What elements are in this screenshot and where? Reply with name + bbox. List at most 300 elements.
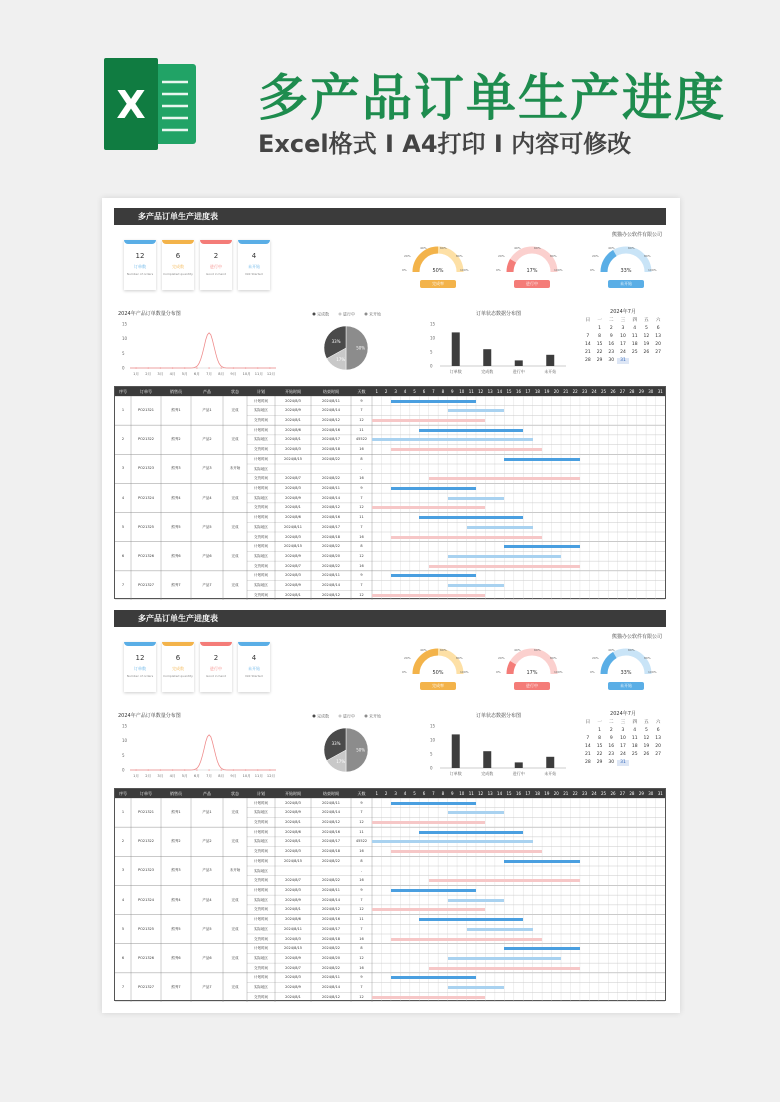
- company-name: 熊猫办公软件有限公司: [611, 232, 662, 238]
- gantt-day-header: 24: [591, 389, 597, 394]
- order-product-cell: 产品6: [202, 955, 212, 960]
- gauge-tick: 60%: [440, 648, 447, 652]
- calendar-day[interactable]: 3: [621, 326, 625, 331]
- order-status-cell: 完成: [231, 955, 239, 960]
- bar-rect: [483, 751, 491, 768]
- bar-chart-title: 订单状态数据分布图: [476, 713, 522, 719]
- line-point: [220, 769, 222, 771]
- calendar-day[interactable]: 26: [643, 752, 650, 757]
- bar-rect: [515, 360, 523, 366]
- calendar-day[interactable]: 15: [596, 744, 603, 749]
- calendar-day[interactable]: 13: [655, 736, 661, 741]
- gauge-tick: 20%: [404, 254, 411, 258]
- gantt-day-header: 4: [403, 389, 407, 394]
- line-y-tick: 5: [122, 752, 125, 758]
- gantt-day-header: 12: [478, 791, 484, 796]
- gauge-chart: [400, 242, 476, 298]
- card-tab: [162, 240, 194, 244]
- gantt-day-header: 16: [515, 791, 522, 796]
- gauge-tick: 60%: [440, 246, 447, 250]
- line-chart-title: 2024年产品订单数量分布图: [118, 713, 181, 719]
- calendar-day[interactable]: 9: [609, 334, 613, 339]
- gantt-day-header: 28: [629, 791, 635, 796]
- calendar-day[interactable]: 9: [609, 736, 613, 741]
- calendar-day[interactable]: 22: [596, 350, 603, 355]
- gantt-bar: [391, 448, 542, 451]
- order-order-cell: PO21327: [138, 582, 154, 587]
- days-cell: 9: [360, 800, 363, 805]
- calendar-day[interactable]: 16: [608, 744, 615, 749]
- gauge-tick: 40%: [514, 648, 521, 652]
- end-date-cell: 2024/8/12: [322, 994, 340, 999]
- gantt-day-header: 17: [525, 791, 531, 796]
- calendar-day[interactable]: 6: [656, 326, 660, 331]
- gauge-label: 进行中: [514, 280, 550, 288]
- bar-x-tick: 订单数: [449, 369, 462, 374]
- gauge-label: 未开始: [608, 280, 644, 288]
- line-x-tick: 9月: [230, 774, 237, 778]
- calendar-day[interactable]: 11: [631, 736, 638, 741]
- end-date-cell: 2024/8/22: [322, 476, 340, 481]
- bar-rect: [546, 757, 554, 768]
- pie-legend-label: 完成数: [317, 713, 329, 719]
- start-date-cell: 2024/8/1: [285, 505, 301, 510]
- plan-type-cell: 交货时间: [254, 447, 268, 452]
- gantt-bar: [448, 409, 505, 412]
- calendar-day[interactable]: 10: [620, 334, 626, 339]
- plan-type-cell: 实际地区: [254, 437, 268, 442]
- gantt-bar: [391, 574, 476, 577]
- gantt-bar: [391, 400, 476, 403]
- calendar-day[interactable]: 24: [620, 752, 626, 757]
- line-chart-title: 2024年产品订单数量分布图: [118, 311, 181, 317]
- bar-y-tick: 0: [430, 765, 433, 771]
- line-x-tick: 12月: [266, 774, 276, 778]
- gantt-bar: [429, 565, 580, 568]
- end-date-cell: 2024/8/17: [322, 926, 340, 931]
- calendar-title: 2024年7月: [610, 711, 636, 717]
- gauge-tick: 100%: [648, 268, 657, 272]
- calendar-day[interactable]: [582, 728, 594, 734]
- calendar-day[interactable]: [629, 760, 641, 766]
- calendar-day[interactable]: 3: [621, 728, 625, 733]
- gauge-tick: 0%: [590, 670, 595, 674]
- card-tab: [238, 240, 270, 244]
- calendar-day[interactable]: [652, 760, 664, 766]
- gantt-day-header: 11: [468, 389, 474, 394]
- plan-type-cell: 实际地区: [254, 583, 268, 588]
- gauge-tick: 0%: [590, 268, 595, 272]
- order-no-cell: 7: [121, 984, 125, 989]
- calendar-day[interactable]: 14: [584, 342, 591, 347]
- gauge-label: 进行中: [514, 682, 550, 690]
- days-cell: 16: [359, 936, 364, 941]
- line-point: [196, 769, 198, 771]
- days-cell: 7: [360, 985, 363, 990]
- calendar-day[interactable]: 20: [655, 744, 661, 749]
- bar-x-tick: 未开始: [544, 369, 557, 374]
- bar-y-tick: 10: [430, 335, 436, 341]
- plan-type-cell: 计划时间: [254, 887, 268, 892]
- order-order-cell: PO21323: [138, 868, 154, 873]
- stat-card: [238, 240, 270, 290]
- gauge-tick: 100%: [460, 268, 469, 272]
- card-en-label: Number of orders: [126, 272, 154, 276]
- calendar-weekday: 一: [597, 720, 602, 725]
- calendar-day[interactable]: [652, 358, 664, 364]
- gauge-tick: 40%: [514, 246, 521, 250]
- calendar-day[interactable]: 12: [643, 334, 650, 339]
- line-x-tick: 7月: [206, 372, 212, 376]
- calendar-day[interactable]: [629, 358, 641, 364]
- pie-legend-label: 未开始: [369, 713, 381, 719]
- gantt-bar: [429, 879, 580, 882]
- line-x-tick: 8月: [218, 372, 225, 376]
- order-table: [114, 386, 666, 599]
- gantt-bar: [391, 487, 476, 490]
- order-no-cell: 3: [121, 466, 125, 471]
- calendar-day[interactable]: [641, 760, 653, 766]
- order-seller-cell: 熊秀5: [171, 926, 181, 931]
- gantt-day-header: 3: [394, 791, 397, 796]
- plan-type-cell: 交货时间: [254, 965, 268, 970]
- table-header-cell: 订单号: [140, 791, 152, 796]
- days-cell: 16: [359, 563, 364, 568]
- order-order-cell: PO21324: [138, 897, 154, 902]
- hero-title: 多产品订单生产进度: [258, 69, 726, 127]
- end-date-cell: 2024/8/18: [322, 447, 340, 452]
- gauge-tick: 80%: [644, 656, 651, 660]
- gauge-percent: 50%: [432, 670, 444, 676]
- calendar-day[interactable]: 10: [620, 736, 626, 741]
- calendar-day[interactable]: 17: [620, 342, 626, 347]
- plan-type-cell: 实际地区: [254, 985, 268, 990]
- line-x-tick: 4月: [169, 774, 176, 778]
- calendar-day[interactable]: 31: [617, 358, 629, 364]
- calendar-title: 2024年7月: [610, 309, 636, 315]
- calendar-day[interactable]: 5: [644, 728, 648, 733]
- calendar-day[interactable]: 20: [655, 342, 661, 347]
- days-cell: 7: [360, 583, 363, 588]
- calendar-day[interactable]: 22: [596, 752, 603, 757]
- pie-legend-label: 进行中: [343, 713, 355, 719]
- calendar-day[interactable]: 30: [608, 358, 615, 363]
- gantt-bar: [391, 850, 542, 853]
- order-status-cell: 完成: [231, 553, 239, 558]
- card-tab: [238, 642, 270, 646]
- gantt-bar: [391, 802, 476, 805]
- end-date-cell: 2024/8/11: [322, 573, 340, 578]
- bar-rect: [452, 332, 460, 366]
- gantt-day-header: 20: [553, 791, 559, 796]
- gantt-day-header: 11: [468, 791, 474, 796]
- gantt-day-header: 14: [497, 791, 503, 796]
- gantt-day-header: 18: [534, 389, 540, 394]
- card-tab: [124, 240, 156, 244]
- calendar-day[interactable]: 21: [584, 752, 591, 757]
- plan-type-cell: 实际地区: [254, 495, 268, 500]
- stat-cards: [124, 240, 274, 290]
- gantt-day-header: 16: [515, 389, 522, 394]
- calendar-day[interactable]: 25: [631, 350, 638, 355]
- end-date-cell: 2024/8/11: [322, 398, 340, 403]
- calendar-day[interactable]: 19: [643, 744, 650, 749]
- order-order-cell: PO21324: [138, 495, 154, 500]
- calendar-day[interactable]: 8: [598, 334, 601, 339]
- bar-chart-title: 订单状态数据分布图: [476, 311, 522, 317]
- sheet-title: 多产品订单生产进度表: [138, 614, 218, 623]
- gauge-chart: [494, 242, 570, 298]
- days-cell: -: [360, 466, 363, 471]
- calendar-day[interactable]: 19: [643, 342, 650, 347]
- bar-rect: [452, 734, 460, 768]
- order-no-cell: 5: [121, 926, 125, 931]
- line-series: [130, 333, 276, 368]
- gantt-bar: [391, 889, 476, 892]
- calendar-weekday: 五: [644, 720, 649, 725]
- order-product-cell: 产品7: [202, 582, 212, 587]
- calendar-day[interactable]: 4: [633, 728, 637, 733]
- calendar-day[interactable]: 14: [584, 744, 591, 749]
- days-cell: 11: [359, 515, 364, 520]
- plan-type-cell: 计划时间: [254, 829, 268, 834]
- start-date-cell: 2024/8/3: [285, 887, 301, 892]
- calendar-day[interactable]: 21: [584, 350, 591, 355]
- plan-type-cell: 交货时间: [254, 563, 268, 568]
- calendar-day[interactable]: 1: [598, 326, 601, 331]
- start-date-cell: 2024/8/1: [285, 994, 301, 999]
- calendar-day[interactable]: 30: [608, 760, 615, 765]
- start-date-cell: 2024/8/3: [285, 936, 301, 941]
- days-cell: 12: [359, 553, 364, 558]
- table-header-cell: 结束时间: [323, 389, 339, 394]
- order-product-cell: 产品6: [202, 553, 212, 558]
- pie-slice-label: 50%: [356, 747, 366, 753]
- days-cell: 9: [360, 485, 363, 490]
- days-cell: 8: [360, 456, 363, 461]
- excel-logo-icon: [100, 58, 200, 150]
- card-label: 进行中: [210, 264, 222, 269]
- card-value: 6: [175, 654, 181, 662]
- line-point: [208, 769, 210, 771]
- gantt-bar: [429, 477, 580, 480]
- calendar-day[interactable]: 4: [633, 326, 637, 331]
- order-no-cell: 5: [121, 524, 125, 529]
- plan-type-cell: 交货时间: [254, 417, 268, 422]
- calendar-day[interactable]: 28: [584, 358, 591, 363]
- calendar-day[interactable]: 7: [586, 334, 590, 339]
- gauge-tick: 20%: [404, 656, 411, 660]
- calendar-day[interactable]: 27: [655, 752, 661, 757]
- end-date-cell: 2024/8/11: [322, 975, 340, 980]
- plan-type-cell: 实际地区: [254, 868, 268, 873]
- calendar-day[interactable]: [582, 326, 594, 332]
- order-status-cell: 完成: [231, 810, 239, 815]
- calendar-day[interactable]: 18: [631, 342, 638, 347]
- order-status-cell: 完成: [231, 582, 239, 587]
- order-seller-cell: 熊秀6: [171, 955, 181, 960]
- line-x-tick: 12月: [266, 372, 276, 376]
- gauge-tick: 60%: [628, 246, 635, 250]
- card-value: 12: [135, 252, 145, 260]
- calendar-day[interactable]: 27: [655, 350, 661, 355]
- card-label: 未开始: [248, 666, 260, 671]
- start-date-cell: 2024/8/7: [285, 878, 301, 883]
- stat-card: [162, 240, 194, 290]
- gantt-day-header: 5: [413, 791, 416, 796]
- line-x-tick: 8月: [218, 774, 225, 778]
- start-date-cell: 2024/8/9: [285, 583, 301, 588]
- gantt-bar: [372, 996, 485, 999]
- card-label: 进行中: [210, 666, 222, 671]
- status-bar-chart: [426, 308, 576, 378]
- calendar-day[interactable]: 24: [620, 350, 626, 355]
- end-date-cell: 2024/8/22: [322, 858, 340, 863]
- table-header-cell: 序号: [119, 389, 127, 394]
- start-date-cell: 2024/8/1: [285, 819, 301, 824]
- calendar-day[interactable]: 25: [631, 752, 638, 757]
- start-date-cell: 2024/8/3: [285, 534, 301, 539]
- calendar-day[interactable]: 18: [631, 744, 638, 749]
- gantt-day-header: 15: [506, 389, 512, 394]
- order-product-cell: 产品1: [202, 408, 212, 413]
- gantt-day-header: 8: [441, 389, 445, 394]
- gauge-percent: 33%: [620, 268, 632, 274]
- start-date-cell: 2024/8/11: [284, 524, 302, 529]
- days-cell: 9: [360, 887, 363, 892]
- card-value: 6: [175, 252, 181, 260]
- gantt-bar: [504, 545, 580, 548]
- start-date-cell: 2024/8/15: [284, 544, 302, 549]
- plan-type-cell: 交货时间: [254, 505, 268, 510]
- end-date-cell: 2024/8/18: [322, 534, 340, 539]
- calendar-day[interactable]: 6: [656, 728, 660, 733]
- calendar-day[interactable]: 13: [655, 334, 661, 339]
- stat-cards: [124, 642, 274, 692]
- calendar-day[interactable]: [641, 358, 653, 364]
- calendar-day[interactable]: 1: [598, 728, 601, 733]
- start-date-cell: 2024/8/15: [284, 858, 302, 863]
- gantt-day-header: 13: [487, 791, 493, 796]
- days-cell: 9: [360, 398, 363, 403]
- gantt-day-header: 26: [610, 389, 616, 394]
- pie-legend-dot: [339, 715, 342, 718]
- card-en-label: Number of orders: [126, 674, 154, 678]
- gantt-bar: [372, 840, 533, 843]
- gantt-day-header: 23: [582, 791, 588, 796]
- card-en-label: Good in hand: [205, 674, 227, 678]
- plan-type-cell: 计划时间: [254, 946, 268, 951]
- gantt-bar: [448, 957, 561, 960]
- days-cell: 7: [360, 897, 363, 902]
- calendar-day[interactable]: 7: [586, 736, 590, 741]
- days-cell: 7: [360, 408, 363, 413]
- bar-x-tick: 进行中: [512, 369, 525, 374]
- days-cell: 7: [360, 524, 363, 529]
- table-header-cell: 状态: [231, 791, 239, 796]
- days-cell: 7: [360, 926, 363, 931]
- gantt-day-header: 9: [451, 389, 454, 394]
- calendar-day[interactable]: 12: [643, 736, 650, 741]
- calendar-weekday: 四: [632, 720, 637, 725]
- order-seller-cell: 熊秀2: [171, 839, 181, 844]
- card-label: 订单数: [134, 666, 146, 671]
- gantt-day-header: 22: [572, 389, 578, 394]
- gauge-chart: [588, 242, 664, 298]
- calendar-day[interactable]: 23: [608, 752, 615, 757]
- calendar-day[interactable]: 2: [609, 326, 613, 331]
- plan-type-cell: 交货时间: [254, 592, 268, 597]
- plan-type-cell: 交货时间: [254, 878, 268, 883]
- calendar-day[interactable]: 29: [596, 760, 603, 765]
- calendar-day[interactable]: 8: [598, 736, 601, 741]
- gantt-bar: [372, 594, 485, 597]
- gantt-day-header: 9: [451, 791, 454, 796]
- calendar-day[interactable]: 16: [608, 342, 615, 347]
- calendar-day[interactable]: 15: [596, 342, 603, 347]
- gauge-tick: 80%: [456, 254, 463, 258]
- calendar-weekday: 二: [609, 720, 614, 725]
- calendar-day[interactable]: 28: [584, 760, 591, 765]
- bar-y-tick: 10: [430, 737, 436, 743]
- gauge-tick: 0%: [402, 670, 407, 674]
- calendar-day[interactable]: 31: [617, 760, 629, 766]
- table-header-cell: 序号: [119, 791, 127, 796]
- start-date-cell: 2024/8/1: [285, 417, 301, 422]
- end-date-cell: 2024/8/17: [322, 839, 340, 844]
- gantt-day-header: 1: [375, 389, 378, 394]
- gauge-tick: 40%: [608, 648, 615, 652]
- calendar-day[interactable]: 5: [644, 326, 648, 331]
- order-seller-cell: 熊秀7: [171, 582, 181, 587]
- card-value: 2: [213, 252, 219, 260]
- days-cell: 7: [360, 810, 363, 815]
- calendar-weekday: 六: [655, 720, 661, 725]
- gantt-bar: [429, 967, 580, 970]
- gantt-day-header: 17: [525, 389, 531, 394]
- line-series: [130, 735, 276, 770]
- gauge-tick: 100%: [554, 268, 563, 272]
- line-x-tick: 3月: [157, 372, 164, 376]
- card-label: 未开始: [248, 264, 260, 269]
- order-order-cell: PO21325: [138, 524, 154, 529]
- calendar-day[interactable]: 11: [631, 334, 638, 339]
- line-y-tick: 5: [122, 350, 125, 356]
- days-cell: 12: [359, 417, 364, 422]
- end-date-cell: 2024/8/18: [322, 936, 340, 941]
- gantt-day-header: 27: [619, 389, 625, 394]
- end-date-cell: 2024/8/18: [322, 849, 340, 854]
- gantt-bar: [448, 555, 561, 558]
- calendar-day[interactable]: 17: [620, 744, 626, 749]
- order-no-cell: 2: [121, 437, 125, 442]
- gauge-tick: 0%: [402, 268, 407, 272]
- calendar-day[interactable]: 2: [609, 728, 613, 733]
- order-order-cell: PO21322: [138, 839, 154, 844]
- calendar-day[interactable]: 23: [608, 350, 615, 355]
- stat-card: [200, 240, 232, 290]
- calendar-weekday: 三: [620, 720, 626, 725]
- calendar-day[interactable]: 26: [643, 350, 650, 355]
- gauge-tick: 20%: [498, 254, 505, 258]
- gantt-bar: [391, 976, 476, 979]
- gantt-day-header: 19: [544, 791, 550, 796]
- gantt-day-header: 7: [432, 389, 435, 394]
- calendar-day[interactable]: 29: [596, 358, 603, 363]
- start-date-cell: 2024/8/3: [285, 447, 301, 452]
- days-cell: 11: [359, 427, 364, 432]
- gauge-tick: 80%: [456, 656, 463, 660]
